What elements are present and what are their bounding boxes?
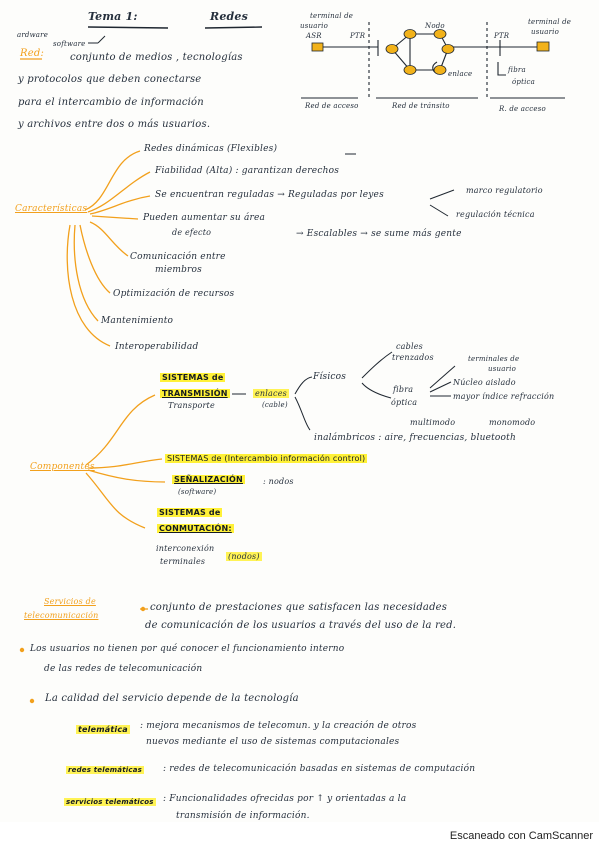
interconexion-2: terminales <box>160 557 206 566</box>
caract-item-5b: miembros <box>155 265 202 275</box>
interconexion-1: interconexión <box>156 544 215 553</box>
componentes-label: Componentes <box>30 462 95 472</box>
caract-item-2: Fiabilidad (Alta) : garantizan derechos <box>155 166 340 176</box>
diagram-fibra: fibra <box>508 66 526 74</box>
diagram-red-acceso-left: Red de acceso <box>305 102 359 110</box>
caract-regulacion: regulación técnica <box>456 210 535 219</box>
diagram-usuario-right: usuario <box>531 28 559 36</box>
diagram-ptr-right: PTR <box>494 32 510 40</box>
camscanner-watermark: Escaneado con CamScanner <box>449 830 593 842</box>
interconexion-3: (nodos) <box>228 552 260 561</box>
bullet-2: La calidad del servicio depende de la tecnología <box>45 693 299 704</box>
servicios-telematicos-term: servicios telemáticos <box>66 798 154 806</box>
redes-telematicas-def: : redes de telecomunicación basadas en sistemas de computación <box>163 764 476 774</box>
cable-label: (cable) <box>262 401 288 409</box>
diagram-terminal-left: terminal de <box>310 12 354 20</box>
title-redes: Redes <box>210 10 249 23</box>
diagram-enlace: enlace <box>448 70 473 78</box>
nucleo-label: Núcleo aislado <box>453 378 516 387</box>
sist-conmutacion-1: SISTEMAS de <box>159 508 221 517</box>
caract-item-7: Mantenimiento <box>101 316 174 326</box>
enlaces-label: enlaces <box>255 389 287 398</box>
diagram-nodo: Nodo <box>425 22 445 30</box>
caract-item-4a: Pueden aumentar su área <box>143 213 266 223</box>
caracteristicas-label: Características <box>15 204 88 214</box>
servicios-telematicos-def-2: transmisión de información. <box>176 811 310 821</box>
senalizacion-1: SEÑALIZACIÓN <box>174 475 243 484</box>
multimodo-label: multimodo <box>410 418 456 427</box>
caract-item-8: Interoperabilidad <box>115 342 199 352</box>
servicios-def-2: de comunicación de los usuarios a través del uso de la red. <box>145 620 457 631</box>
definition-line-1: conjunto de medios , tecnologías <box>70 52 243 63</box>
telematica-def-2: nuevos mediante el uso de sistemas computacionales <box>146 737 400 747</box>
sist-conmutacion-2: CONMUTACIÓN: <box>159 524 232 533</box>
definition-term: Red: <box>20 48 45 59</box>
servicios-label-2: telecomunicación <box>24 611 99 620</box>
definition-line-3: para el intercambio de información <box>18 97 204 108</box>
caract-item-4b: de efecto <box>172 228 212 237</box>
telematica-def-1: : mejora mecanismos de telecomun. y la creación de otros <box>140 721 417 731</box>
diagram-red-transito: Red de tránsito <box>392 102 450 110</box>
servicios-def-1: conjunto de prestaciones que satisfacen las necesidades <box>150 602 448 613</box>
fibra-1: fibra <box>393 385 414 394</box>
redes-telematicas-term: redes telemáticas <box>68 766 143 774</box>
diagram-usuario-left: usuario <box>300 22 328 30</box>
cables-1: cables <box>396 342 423 351</box>
bullet-1-line-2: de las redes de telecomunicación <box>44 664 203 674</box>
inalambricos-label: inalámbricos : aire, frecuencias, bluetooth <box>314 433 516 443</box>
diagram-red-acceso-right: R. de acceso <box>499 105 546 113</box>
mayor-label: mayor índice refracción <box>453 392 555 401</box>
servicios-telematicos-def-1: : Funcionalidades ofrecidas por ↑ y orientadas a la <box>163 794 407 804</box>
caract-item-1: Redes dinámicas (Flexibles) <box>144 144 278 154</box>
definition-line-4: y archivos entre dos o más usuarios. <box>18 119 211 130</box>
cables-2: trenzados <box>392 353 434 362</box>
diagram-optica: óptica <box>512 78 536 86</box>
sist-tx-line-1: SISTEMAS de <box>162 373 224 382</box>
senalizacion-2: (software) <box>178 488 217 496</box>
caract-item-3: Se encuentran reguladas → Reguladas por leyes <box>155 190 384 200</box>
nodos-label: : nodos <box>263 477 294 486</box>
sist-intercambio: SISTEMAS de (Intercambio información control) <box>167 454 366 463</box>
sist-tx-line-2: TRANSMISIÓN <box>162 389 228 398</box>
bullet-1-line-1: Los usuarios no tienen por qué conocer el funcionamiento interno <box>30 644 345 654</box>
diagram-asr: ASR <box>306 32 322 40</box>
side-software: software <box>53 40 86 48</box>
title-tema: Tema 1: <box>88 10 138 23</box>
fibra-2: óptica <box>391 398 418 407</box>
caract-escalables: → Escalables → se sume más gente <box>296 229 462 239</box>
servicios-label-1: Servicios de <box>44 597 96 606</box>
diagram-ptr-left: PTR <box>350 32 366 40</box>
sist-tx-transporte: Transporte <box>168 401 215 410</box>
telematica-term: telemática <box>78 725 128 734</box>
definition-line-2: y protocolos que deben conectarse <box>18 74 202 85</box>
caract-item-6: Optimización de recursos <box>113 289 235 299</box>
caract-marco: marco regulatorio <box>466 186 543 195</box>
fisicos-label: Físicos <box>313 372 347 382</box>
caract-item-5a: Comunicación entre <box>130 252 226 262</box>
side-hardware: ardware <box>17 31 49 39</box>
terminales-2: usuario <box>488 365 516 373</box>
diagram-terminal-right: terminal de <box>528 18 572 26</box>
terminales-1: terminales de <box>468 355 520 363</box>
monomodo-label: monomodo <box>489 418 536 427</box>
